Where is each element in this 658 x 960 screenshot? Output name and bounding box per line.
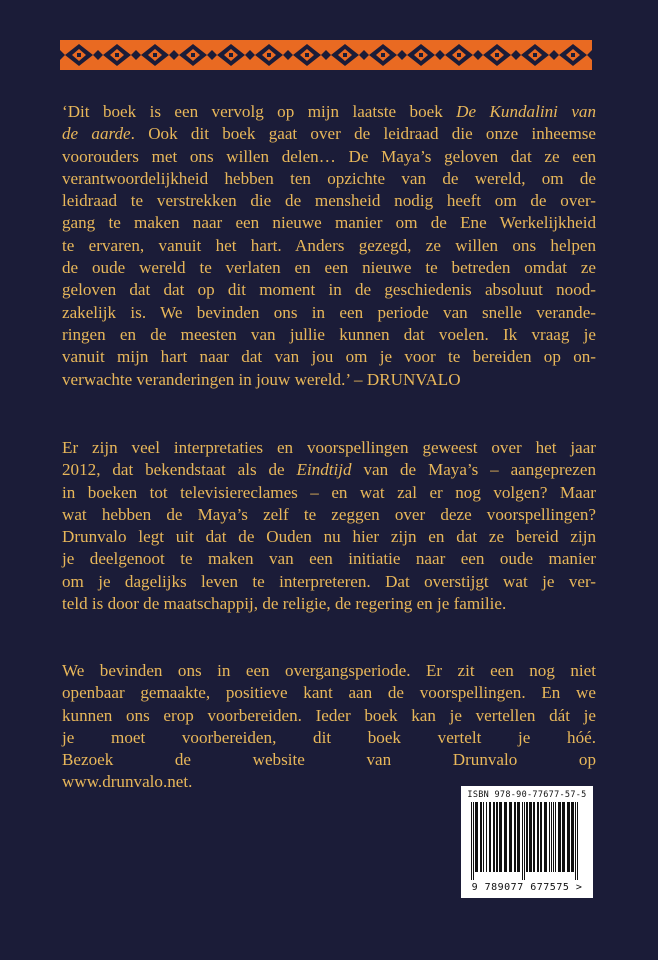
closing-paragraph: [62, 660, 596, 794]
barcode-bar: [529, 802, 532, 872]
barcode-bar: [471, 802, 472, 880]
text-line: je moet voorbereiden, dit boek vertelt je hóé.: [62, 727, 596, 747]
barcode-bar: [571, 802, 574, 872]
barcode-bar: [480, 802, 482, 872]
text-line: teld is door de maatschappij, de religie, de regering en je familie.: [62, 594, 507, 614]
barcode-bar: [544, 802, 547, 872]
barcode-bar: [493, 802, 495, 872]
book-title: De Kundalini van: [456, 102, 596, 121]
text-line: wat hebben de Maya’s zelf te zeggen over deze voorspellingen?: [62, 504, 596, 524]
barcode-bar: [473, 802, 474, 880]
barcode-bar: [567, 802, 570, 872]
text-line: je deelgenoot te maken van een initiatie naar een oude manier: [62, 549, 596, 569]
barcode-bar: [522, 802, 523, 880]
barcode-bar: [499, 802, 502, 872]
barcode-bar: [524, 802, 525, 880]
book-title: de aarde: [62, 124, 131, 144]
barcode-bar: [533, 802, 535, 872]
text-line: geloven dat dat op dit moment in de geschiedenis absoluut nood-: [62, 280, 596, 300]
text-line: ringen en de meesten van jullie kunnen dat voelen. Ik vraag je: [62, 324, 596, 344]
barcode-bar: [577, 802, 578, 880]
quote-paragraph: [62, 101, 596, 391]
barcode-bar: [514, 802, 516, 872]
text-line: gang te maken naar een nieuwe manier om de Ene Werkelijkheid: [62, 213, 596, 233]
barcode-bar: [486, 802, 487, 872]
barcode-bar: [496, 802, 498, 872]
text-line: kunnen ons erop voorbereiden. Ieder boek kan je vertellen dát je: [62, 705, 596, 725]
text-line: vanuit mijn hart naar dat van jou om je voor te bereiden op on-: [62, 347, 596, 367]
barcode-bar: [558, 802, 561, 872]
barcode-bar: [562, 802, 565, 872]
isbn-barcode: [461, 786, 593, 898]
barcode-bar: [475, 802, 478, 872]
barcode-bar: [504, 802, 507, 872]
text-line: zakelijk is. We bevinden ons in een periode van snelle verande-: [62, 302, 596, 322]
text-line: Drunvalo legt uit dat de Ouden nu hier zijn en dat ze bereid zijn: [62, 527, 596, 547]
text-line: in boeken tot televisiereclames – en wat zal er nog volgen? Maar: [62, 482, 596, 502]
text-line: de aarde. Ook dit boek gaat over de leidraad die onze inheemse: [62, 124, 597, 144]
text-line: verwachte veranderingen in jouw wereld.’ – DRUNVALO: [62, 369, 461, 389]
barcode-bar: [540, 802, 542, 872]
barcode-bars: [469, 802, 585, 880]
text-line: de oude wereld te verlaten en een nieuwe te betreden omdat ze: [62, 258, 596, 278]
description-paragraph: [62, 437, 596, 615]
text-line: te ervaren, vanuit het hart. Anders gezegd, ze willen ons helpen: [62, 235, 596, 255]
book-title: Eindtijd: [296, 460, 352, 480]
barcode-bar: [489, 802, 491, 872]
barcode-digits: 9 789077 677575 >: [471, 882, 583, 893]
barcode-bar: [553, 802, 554, 872]
text-line: Bezoek de website van Drunvalo op: [62, 750, 596, 770]
barcode-bar: [517, 802, 520, 872]
isbn-label: ISBN 978-90-77677-57-5: [467, 790, 587, 800]
text-line: voorouders met ons willen delen… De Maya’s geloven dat ze een: [62, 146, 596, 166]
text-line: We bevinden ons in een overgangsperiode. Er zit een nog niet: [62, 661, 596, 680]
text-line: om je dagelijks leven te interpreteren. Dat overstijgt wat je ver-: [62, 571, 596, 591]
text-line: verantwoordelijkheid hebben ten opzichte van de wereld, om de: [62, 168, 596, 188]
barcode-bar: [549, 802, 550, 872]
decorative-border: [60, 40, 592, 70]
text-line: leidraad te verstrekken die de mensheid nodig heeft om de over-: [62, 191, 596, 211]
text-line: 2012, dat bekendstaat als de Eindtijd van de Maya’s – aangeprezen: [62, 460, 596, 480]
text-line: www.drunvalo.net.: [62, 772, 193, 792]
barcode-bar: [555, 802, 556, 872]
barcode-bar: [526, 802, 528, 872]
text-line: openbaar gemaakte, positieve kant aan de voorspellingen. En we: [62, 683, 596, 703]
barcode-bar: [509, 802, 512, 872]
text-line: ‘Dit boek is een vervolg op mijn laatste boek De Kundalini van: [62, 102, 596, 121]
barcode-bar: [551, 802, 552, 872]
barcode-bar: [483, 802, 484, 872]
text-line: Er zijn veel interpretaties en voorspellingen geweest over het jaar: [62, 438, 596, 457]
barcode-bar: [575, 802, 576, 880]
barcode-bar: [537, 802, 539, 872]
